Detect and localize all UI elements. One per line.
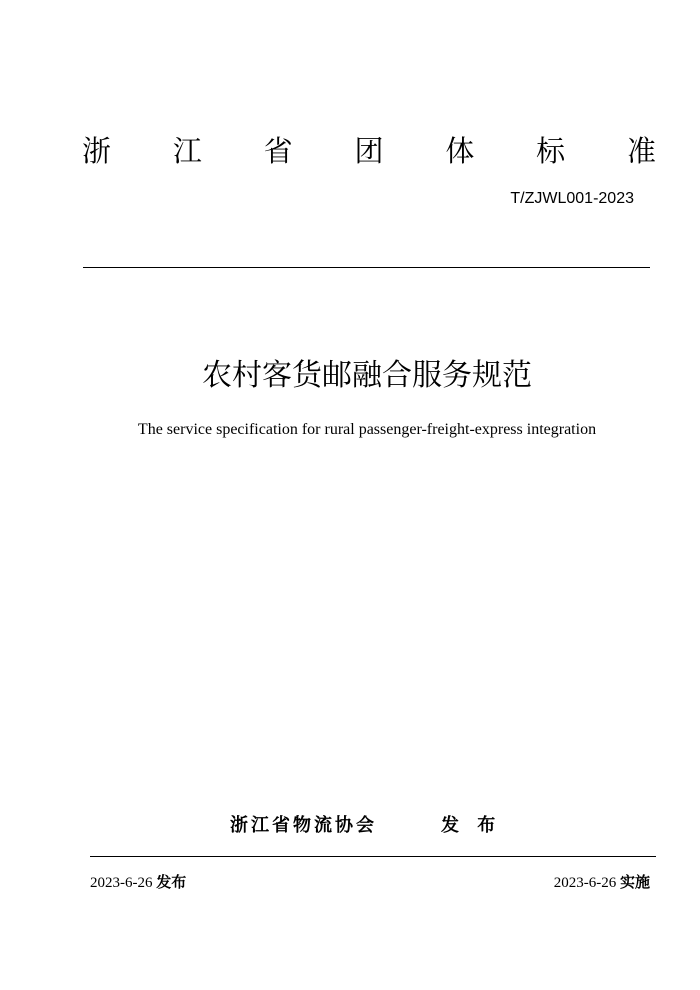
implement-label: 实施: [619, 873, 650, 891]
document-subtitle-english: The service specification for rural passenger-freight-express integration: [137, 421, 597, 438]
publish-action: 发 布: [441, 815, 502, 836]
header-char: 体: [445, 134, 475, 168]
header-char: 江: [172, 134, 202, 168]
publish-date: 2023-6-26: [90, 875, 153, 891]
standard-category-header: [82, 134, 656, 169]
document-title: 农村客货邮融合服务规范: [202, 358, 532, 393]
publish-date-block: [90, 871, 186, 892]
standard-number: T/ZJWL001-2023: [510, 190, 634, 207]
publisher-name: 浙江省物流协会: [230, 815, 377, 836]
header-char: 团: [354, 134, 384, 168]
publisher-line: [230, 811, 530, 837]
top-divider: [83, 267, 650, 268]
implement-date: 2023-6-26: [553, 875, 617, 891]
bottom-divider: [90, 856, 656, 857]
implement-date-block: [554, 871, 650, 892]
header-char: 准: [626, 134, 656, 168]
publish-label: 发布: [156, 873, 187, 891]
header-char: 浙: [82, 134, 112, 168]
header-char: 省: [263, 134, 293, 168]
header-char: 标: [536, 134, 566, 168]
